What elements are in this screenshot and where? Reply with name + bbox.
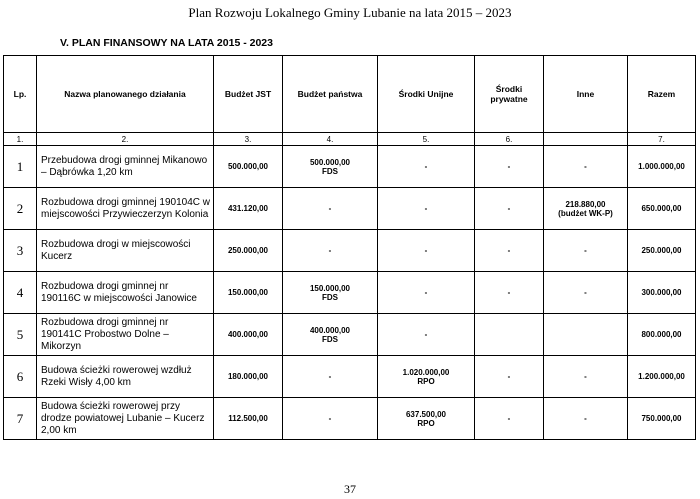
cell-action-name-value: Rozbudowa drogi gminnej 190104C w miejscowości Przywieczerzyn Kolonia [41, 196, 210, 220]
cell-srodki-unijne-source: RPO [417, 376, 435, 386]
col-number: 1. [4, 133, 37, 146]
cell-srodki-unijne [378, 356, 475, 398]
page-header: Plan Rozwoju Lokalnego Gminy Lubanie na lata 2015 – 2023 [188, 5, 512, 20]
cell-inne [544, 272, 628, 314]
cell-action-name [37, 146, 214, 188]
cell-action-name [37, 188, 214, 230]
cell-budzet-panstwa [283, 398, 378, 440]
column-numbering-row [4, 133, 696, 146]
cell-budzet-jst [214, 314, 283, 356]
cell-srodki-unijne-value: 1.020.000,00 [402, 367, 450, 377]
cell-srodki-unijne-value: - [424, 204, 428, 213]
cell-inne [544, 188, 628, 230]
financial-plan-table [3, 55, 696, 440]
cell-srodki-unijne-value: 637.500,00 [405, 409, 447, 419]
table-row [4, 314, 696, 356]
cell-srodki-prywatne [475, 398, 544, 440]
section-title: V. PLAN FINANSOWY NA LATA 2015 - 2023 [60, 37, 273, 49]
cell-srodki-unijne [378, 230, 475, 272]
cell-budzet-panstwa-value: - [328, 414, 332, 423]
cell-budzet-panstwa-value: 150.000,00 [309, 283, 351, 293]
col-number [544, 133, 628, 146]
cell-razem [628, 188, 696, 230]
col-number: 5. [378, 133, 475, 146]
cell-budzet-jst [214, 230, 283, 272]
table-row [4, 272, 696, 314]
cell-srodki-unijne-value: - [424, 288, 428, 297]
cell-lp [4, 146, 37, 188]
cell-budzet-panstwa-source: FDS [322, 334, 338, 344]
col-header-unijne: Środki Unijne [378, 56, 475, 133]
cell-action-name-value: Rozbudowa drogi w miejscowości Kucerz [41, 238, 191, 262]
cell-budzet-panstwa-value: 500.000,00 [309, 157, 351, 167]
cell-budzet-jst [214, 188, 283, 230]
cell-action-name [37, 398, 214, 440]
cell-budzet-panstwa-source: FDS [322, 166, 338, 176]
cell-srodki-unijne [378, 146, 475, 188]
col-number: 6. [475, 133, 544, 146]
cell-budzet-jst [214, 146, 283, 188]
cell-srodki-unijne [378, 188, 475, 230]
cell-budzet-jst-value: 400.000,00 [227, 330, 269, 339]
col-number: 7. [628, 133, 696, 146]
cell-budzet-panstwa [283, 146, 378, 188]
cell-action-name [37, 314, 214, 356]
cell-lp-value: 7 [16, 410, 24, 426]
cell-budzet-panstwa [283, 230, 378, 272]
col-header-prywatne: Środki prywatne [475, 56, 544, 133]
cell-razem-value: 1.200.000,00 [638, 372, 685, 381]
cell-srodki-prywatne-value: - [507, 414, 511, 423]
cell-inne-value: - [584, 288, 587, 297]
cell-inne [544, 398, 628, 440]
cell-lp [4, 188, 37, 230]
cell-action-name-value: Przebudowa drogi gminnej Mikanowo – Dąbrówka 1,20 km [41, 154, 208, 178]
cell-lp-value: 6 [16, 368, 24, 384]
col-header-name: Nazwa planowanego działania [37, 56, 214, 133]
cell-razem-value: 1.000.000,00 [638, 162, 685, 171]
cell-srodki-prywatne [475, 230, 544, 272]
cell-inne [544, 356, 628, 398]
cell-razem [628, 272, 696, 314]
col-header-lp: Lp. [4, 56, 37, 133]
cell-razem-value: 300.000,00 [641, 288, 682, 297]
cell-budzet-panstwa [283, 314, 378, 356]
cell-budzet-panstwa [283, 272, 378, 314]
col-header-razem: Razem [628, 56, 696, 133]
cell-razem-value: 250.000,00 [641, 246, 682, 255]
col-header-jst: Budżet JST [214, 56, 283, 133]
cell-srodki-prywatne-value: - [507, 372, 511, 381]
table-row [4, 230, 696, 272]
cell-razem [628, 314, 696, 356]
cell-srodki-prywatne-value: - [507, 204, 511, 213]
cell-action-name-value: Budowa ścieżki rowerowej wzdłuż Rzeki Wisły 4,00 km [41, 364, 192, 388]
cell-budzet-jst-value: 112.500,00 [228, 414, 268, 423]
cell-action-name-value: Rozbudowa drogi gminnej nr 190116C w miejscowości Janowice [41, 280, 197, 304]
cell-inne-value: - [584, 162, 587, 171]
cell-action-name-value: Budowa ścieżki rowerowej przy drodze powiatowej Lubanie – Kucerz 2,00 km [41, 400, 205, 436]
cell-razem-value: 800.000,00 [641, 330, 682, 339]
cell-budzet-jst-value: 150.000,00 [227, 288, 269, 297]
cell-lp-value: 4 [16, 284, 24, 300]
cell-budzet-panstwa-value: 400.000,00 [309, 325, 351, 335]
cell-srodki-unijne-value: - [424, 330, 428, 339]
cell-action-name [37, 230, 214, 272]
col-header-panstwa: Budżet państwa [283, 56, 378, 133]
cell-budzet-jst-value: 250.000,00 [227, 246, 269, 255]
table-row [4, 146, 696, 188]
page-number: 37 [344, 482, 356, 496]
cell-inne-value: - [584, 414, 587, 423]
cell-srodki-unijne [378, 398, 475, 440]
cell-budzet-jst [214, 272, 283, 314]
cell-srodki-unijne-value: - [424, 162, 428, 171]
cell-srodki-prywatne [475, 146, 544, 188]
cell-lp [4, 230, 37, 272]
cell-budzet-jst-value: 180.000,00 [227, 372, 269, 381]
table-row [4, 188, 696, 230]
cell-razem [628, 398, 696, 440]
cell-budzet-jst-value: 431.120,00 [227, 204, 269, 213]
cell-action-name [37, 356, 214, 398]
col-number: 2. [37, 133, 214, 146]
cell-srodki-unijne [378, 314, 475, 356]
col-number: 4. [283, 133, 378, 146]
cell-budzet-jst-value: 500.000,00 [227, 162, 269, 171]
cell-lp-value: 2 [16, 200, 24, 216]
cell-srodki-prywatne [475, 188, 544, 230]
table-header-row [4, 56, 696, 133]
cell-budzet-jst [214, 356, 283, 398]
cell-srodki-unijne-source: RPO [417, 418, 435, 428]
cell-budzet-panstwa-source: FDS [322, 292, 338, 302]
cell-razem [628, 146, 696, 188]
cell-budzet-panstwa-value: - [328, 372, 332, 381]
cell-srodki-prywatne [475, 314, 544, 356]
cell-srodki-prywatne-value: - [507, 288, 511, 297]
cell-inne-value: 218.880,00 [565, 199, 606, 209]
cell-lp-value: 5 [16, 326, 24, 342]
cell-inne [544, 230, 628, 272]
cell-budzet-jst [214, 398, 283, 440]
cell-action-name-value: Rozbudowa drogi gminnej nr 190141C Probostwo Dolne – Mikorzyn [41, 316, 169, 352]
cell-lp [4, 314, 37, 356]
cell-lp-value: 1 [16, 158, 24, 174]
cell-razem-value: 650.000,00 [641, 204, 682, 213]
cell-razem [628, 230, 696, 272]
cell-inne [544, 146, 628, 188]
cell-lp-value: 3 [16, 242, 24, 258]
table-row [4, 398, 696, 440]
cell-srodki-unijne [378, 272, 475, 314]
cell-razem [628, 356, 696, 398]
cell-budzet-panstwa-value: - [328, 204, 332, 213]
cell-inne-value: - [584, 372, 587, 381]
table-row [4, 356, 696, 398]
cell-srodki-unijne-value: - [424, 246, 428, 255]
cell-srodki-prywatne [475, 272, 544, 314]
cell-budzet-panstwa-value: - [328, 246, 332, 255]
cell-budzet-panstwa [283, 188, 378, 230]
cell-inne [544, 314, 628, 356]
cell-srodki-prywatne [475, 356, 544, 398]
cell-budzet-panstwa [283, 356, 378, 398]
cell-lp [4, 356, 37, 398]
cell-inne-source: (budżet WK-P) [558, 208, 613, 218]
cell-inne-value: - [584, 246, 587, 255]
cell-srodki-prywatne-value: - [507, 246, 511, 255]
col-number: 3. [214, 133, 283, 146]
cell-srodki-prywatne-value: - [507, 162, 511, 171]
cell-lp [4, 272, 37, 314]
col-header-inne: Inne [544, 56, 628, 133]
cell-razem-value: 750.000,00 [641, 414, 682, 423]
cell-lp [4, 398, 37, 440]
cell-action-name [37, 272, 214, 314]
